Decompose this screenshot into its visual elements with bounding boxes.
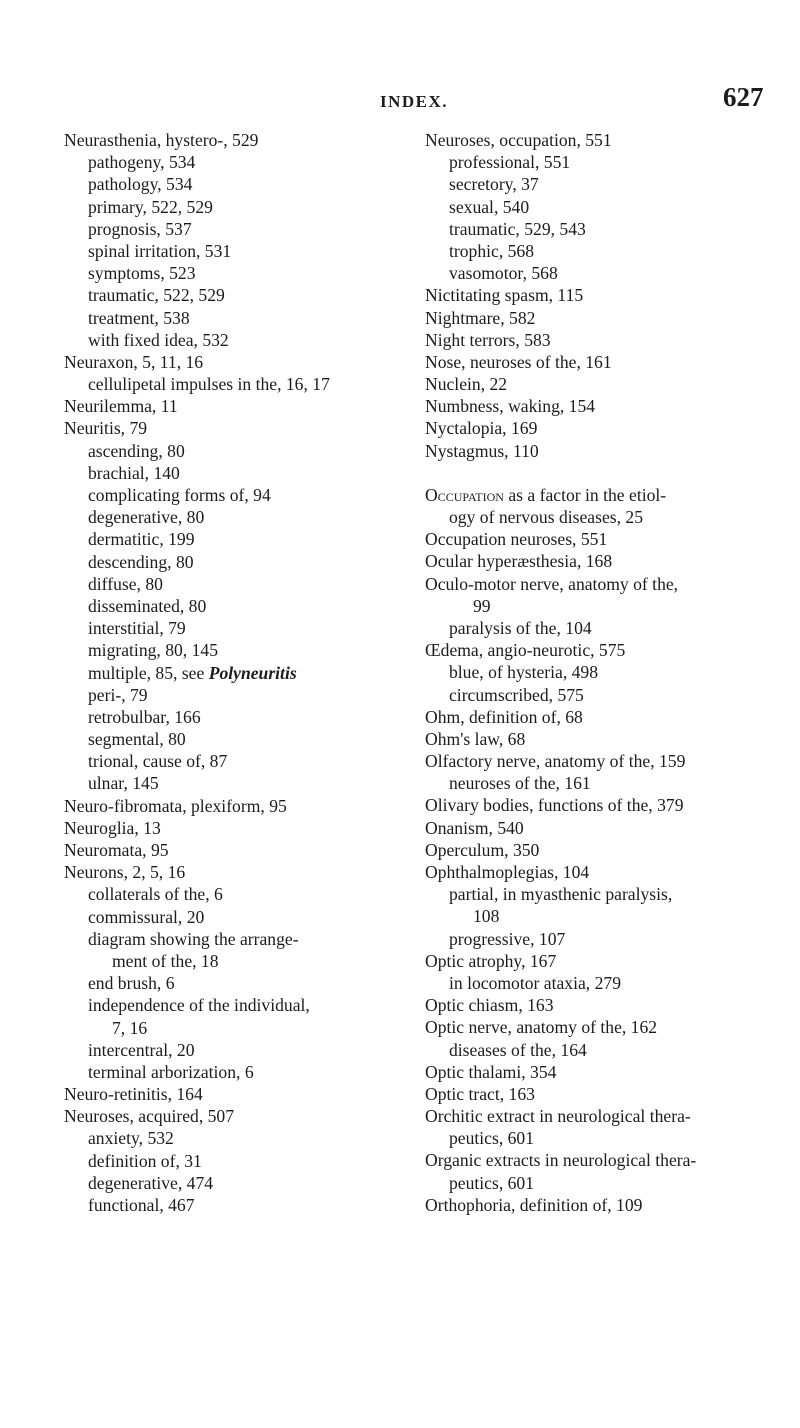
index-entry: Neuromata, 95: [64, 840, 169, 860]
index-subentry: 7, 16: [112, 1017, 148, 1038]
index-entry: Optic atrophy, 167: [425, 950, 557, 971]
index-subentry: professional, 551: [449, 152, 571, 173]
cross-reference: Polyneuritis: [208, 662, 297, 683]
index-subentry: treatment, 538: [88, 307, 190, 328]
index-subentry: degenerative, 474: [88, 1172, 214, 1193]
index-entry: Ophthalmoplegias, 104: [425, 862, 590, 882]
index-entry: Organic extracts in neurological thera-: [425, 1150, 697, 1171]
index-entry: Neuroglia, 13: [64, 817, 161, 838]
index-subentry: end brush, 6: [88, 973, 175, 994]
index-entry: Neuroses, acquired, 507: [64, 1106, 235, 1127]
index-entry: Neurasthenia, hystero-, 529: [64, 130, 259, 150]
index-subentry: secretory, 37: [449, 174, 539, 195]
page-header: [0, 76, 800, 116]
index-entry: Ohm, definition of, 68: [425, 706, 583, 727]
index-subentry: with fixed idea, 532: [88, 329, 229, 350]
index-entry: Olfactory nerve, anatomy of the, 159: [425, 751, 686, 772]
index-subentry: ogy of nervous diseases, 25: [449, 507, 643, 527]
index-subentry: anxiety, 532: [88, 1128, 174, 1149]
index-subentry: trional, cause of, 87: [88, 751, 228, 772]
index-entry: Neuritis, 79: [64, 418, 148, 439]
index-subentry: symptoms, 523: [88, 263, 196, 284]
index-subentry: ascending, 80: [88, 440, 185, 461]
index-entry: Occupation as a factor in the etiol-: [425, 484, 667, 505]
index-column-right: [425, 129, 696, 1216]
index-entry: Optic nerve, anatomy of the, 162: [425, 1017, 658, 1038]
index-entry: Onanism, 540: [425, 817, 524, 838]
index-subentry: peutics, 601: [449, 1172, 535, 1193]
index-entry: Orthophoria, definition of, 109: [425, 1194, 643, 1215]
running-title: INDEX.: [380, 92, 449, 111]
index-entry: Nuclein, 22: [425, 374, 508, 395]
index-entry: Orchitic extract in neurological thera-: [425, 1106, 691, 1127]
index-entry: Night terrors, 583: [425, 329, 551, 350]
index-subentry: partial, in myasthenic paralysis,: [449, 884, 673, 905]
index-entry: Neuro-fibromata, plexiform, 95: [64, 795, 287, 816]
index-subentry: ulnar, 145: [88, 773, 159, 794]
index-subentry: multiple, 85, see Polyneuritis: [88, 662, 297, 683]
index-subentry: independence of the individual,: [88, 995, 310, 1016]
index-subentry: pathology, 534: [88, 174, 193, 195]
index-subentry: ment of the, 18: [112, 950, 219, 971]
index-subentry: diffuse, 80: [88, 573, 163, 594]
index-subentry: definition of, 31: [88, 1150, 202, 1171]
index-subentry: terminal arborization, 6: [88, 1061, 254, 1082]
index-entry: Neuraxon, 5, 11, 16: [64, 351, 204, 372]
index-subentry: segmental, 80: [88, 729, 186, 750]
index-subentry: pathogeny, 534: [88, 152, 196, 173]
index-subentry: migrating, 80, 145: [88, 640, 218, 661]
index-entry: Operculum, 350: [425, 839, 540, 860]
index-entry: Neurilemma, 11: [64, 396, 178, 417]
index-subentry: 99: [473, 595, 491, 616]
index-entry: Olivary bodies, functions of the, 379: [425, 795, 684, 816]
index-entry: Neuroses, occupation, 551: [425, 130, 612, 150]
index-subentry: circumscribed, 575: [449, 684, 584, 705]
index-entry: Oculo-motor nerve, anatomy of the,: [425, 573, 679, 594]
index-subentry: complicating forms of, 94: [88, 485, 271, 505]
index-subentry: primary, 522, 529: [88, 196, 213, 217]
index-entry: Optic chiasm, 163: [425, 995, 554, 1016]
index-entry: Nightmare, 582: [425, 307, 536, 328]
index-subentry: paralysis of the, 104: [449, 617, 592, 638]
index-subentry: brachial, 140: [88, 462, 180, 483]
page-number: 627: [723, 82, 764, 112]
index-subentry: disseminated, 80: [88, 595, 207, 616]
index-entry: Nystagmus, 110: [425, 440, 539, 461]
index-entry: Nyctalopia, 169: [425, 418, 538, 439]
index-subentry: interstitial, 79: [88, 618, 186, 639]
index-subentry: intercentral, 20: [88, 1039, 195, 1060]
index-subentry: traumatic, 529, 543: [449, 218, 586, 239]
index-entry: Nictitating spasm, 115: [425, 285, 584, 306]
index-subentry: dermatitic, 199: [88, 529, 195, 550]
index-subentry: commissural, 20: [88, 906, 205, 927]
index-subentry: 108: [473, 906, 500, 927]
index-subentry: descending, 80: [88, 551, 194, 572]
index-entry: Ohm's law, 68: [425, 728, 526, 749]
index-entry: Neurons, 2, 5, 16: [64, 862, 186, 883]
index-subentry: cellulipetal impulses in the, 16, 17: [88, 374, 330, 395]
index-subentry: progressive, 107: [449, 928, 566, 949]
index-entry: Neuro-retinitis, 164: [64, 1084, 203, 1105]
index-subentry: retrobulbar, 166: [88, 706, 201, 727]
index-subentry: functional, 467: [88, 1195, 195, 1215]
index-entry: Nose, neuroses of the, 161: [425, 351, 612, 372]
index-entry: Ocular hyperæsthesia, 168: [425, 551, 613, 572]
index-entry: Optic thalami, 354: [425, 1061, 557, 1082]
index-entry: Œdema, angio-neurotic, 575: [425, 640, 626, 661]
entry-gap: [425, 462, 696, 484]
index-subentry: vasomotor, 568: [449, 263, 558, 284]
index-entry: Optic tract, 163: [425, 1083, 535, 1104]
index-column-left: [64, 129, 330, 1216]
index-subentry: degenerative, 80: [88, 507, 205, 528]
index-subentry: blue, of hysteria, 498: [449, 662, 599, 683]
index-subentry: peri-, 79: [88, 684, 148, 705]
index-entry: Numbness, waking, 154: [425, 396, 596, 417]
index-subentry: traumatic, 522, 529: [88, 285, 225, 306]
index-subentry: neuroses of the, 161: [449, 773, 591, 794]
index-subentry: collaterals of the, 6: [88, 884, 223, 905]
index-subentry: sexual, 540: [449, 196, 530, 217]
index-subentry: in locomotor ataxia, 279: [449, 972, 621, 993]
index-subentry: peutics, 601: [449, 1128, 535, 1149]
index-subentry: diseases of the, 164: [449, 1039, 587, 1060]
index-subentry: diagram showing the arrange-: [88, 928, 299, 949]
index-subentry: spinal irritation, 531: [88, 240, 232, 261]
index-subentry: prognosis, 537: [88, 218, 192, 239]
index-entry: Occupation neuroses, 551: [425, 529, 608, 550]
index-subentry: trophic, 568: [449, 240, 535, 261]
